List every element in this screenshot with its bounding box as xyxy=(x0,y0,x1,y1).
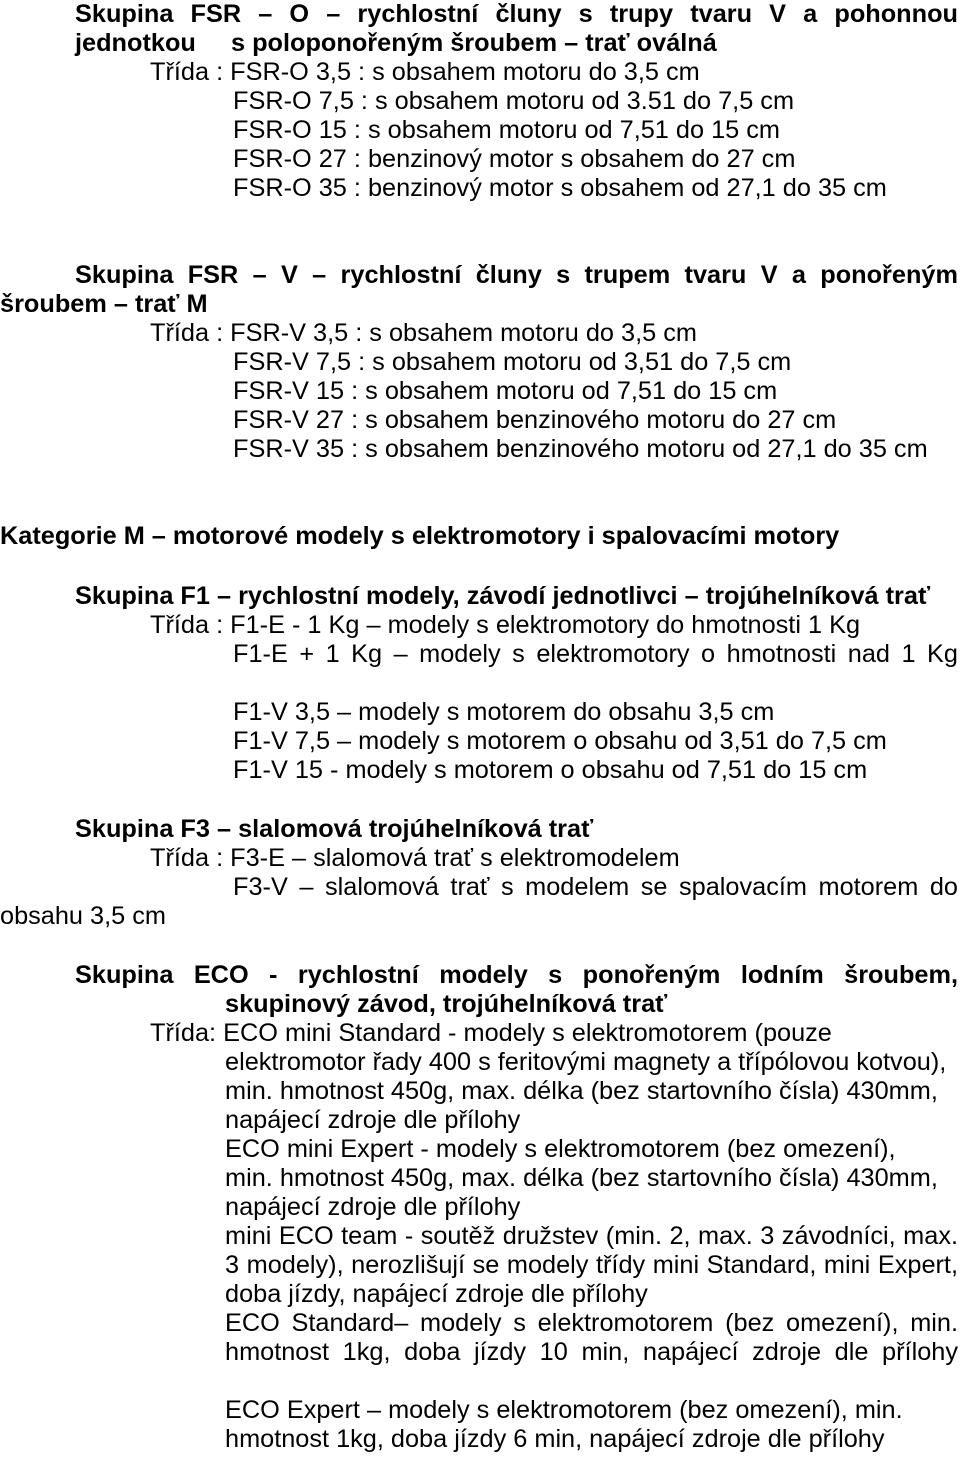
eco-class-line: hmotnost 1kg, doba jízdy 6 min, napájecí zdroje dle přílohy xyxy=(225,1425,885,1453)
fsr-o-class-line: Třída : FSR-O 3,5 : s obsahem motoru do 3,5 cm xyxy=(150,58,700,86)
eco-heading-line: Skupina ECO - rychlostní modely s ponořeným lodním šroubem, xyxy=(75,961,958,989)
eco-class-line: mini ECO team - soutěž družstev (min. 2, max. 3 závodníci, max. xyxy=(225,1222,958,1250)
eco-class-line: 3 modely), nerozlišují se modely třídy mini Standard, mini Expert, xyxy=(225,1251,958,1279)
eco-class-line: napájecí zdroje dle přílohy xyxy=(225,1106,521,1134)
category-m-title: Kategorie M – motorové modely s elektromotory i spalovacími motory xyxy=(0,522,840,550)
f3-class-line: Třída : F3-E – slalomová trať s elektromodelem xyxy=(150,844,680,872)
eco-class-line: min. hmotnost 450g, max. délka (bez startovního čísla) 430mm, xyxy=(225,1164,938,1192)
eco-class-line: doba jízdy, napájecí zdroje dle přílohy xyxy=(225,1280,648,1308)
fsr-v-class-line: FSR-V 7,5 : s obsahem motoru od 3,51 do 7,5 cm xyxy=(233,348,792,376)
f1-class-line: F1-V 15 - modely s motorem o obsahu od 7,51 do 15 cm xyxy=(233,756,868,784)
f1-class-line: F1-E + 1 Kg – modely s elektromotory o hmotnosti nad 1 Kg xyxy=(233,640,958,668)
fsr-o-class-line: FSR-O 15 : s obsahem motoru od 7,51 do 15 cm xyxy=(233,116,780,144)
f1-class-line: F1-V 3,5 – modely s motorem do obsahu 3,5 cm xyxy=(233,698,775,726)
fsr-v-heading-line: Skupina FSR – V – rychlostní čluny s trupem tvaru V a ponořeným xyxy=(75,261,958,289)
eco-class-line: hmotnost 1kg, doba jízdy 10 min, napájecí zdroje dle přílohy xyxy=(225,1338,958,1366)
eco-class-line: ECO Standard– modely s elektromotorem (bez omezení), min. xyxy=(225,1309,958,1337)
eco-class-line: elektromotor řady 400 s feritovými magnety a třípólovou kotvou), xyxy=(225,1048,947,1076)
fsr-v-class-line: FSR-V 35 : s obsahem benzinového motoru od 27,1 do 35 cm xyxy=(233,435,928,463)
f3-class-line: F3-V – slalomová trať s modelem se spalovacím motorem do xyxy=(233,873,958,901)
fsr-o-class-line: FSR-O 7,5 : s obsahem motoru od 3.51 do 7,5 cm xyxy=(233,87,795,115)
fsr-o-heading-line: Skupina FSR – O – rychlostní čluny s trupy tvaru V a pohonnou xyxy=(75,0,958,28)
fsr-v-class-line: Třída : FSR-V 3,5 : s obsahem motoru do 3,5 cm xyxy=(150,319,697,347)
fsr-v-heading-line: šroubem – trať M xyxy=(0,290,208,318)
fsr-v-class-line: FSR-V 15 : s obsahem motoru od 7,51 do 15 cm xyxy=(233,377,778,405)
f1-class-line: F1-V 7,5 – modely s motorem o obsahu od 3,51 do 7,5 cm xyxy=(233,727,887,755)
eco-class-line: napájecí zdroje dle přílohy xyxy=(225,1193,521,1221)
fsr-o-heading-line: jednotkou s poloponořeným šroubem – trať oválná xyxy=(75,29,717,57)
f3-class-line: obsahu 3,5 cm xyxy=(0,902,166,930)
eco-class-line: Třída: ECO mini Standard - modely s elektromotorem (pouze xyxy=(150,1019,832,1047)
f1-class-line: Třída : F1-E - 1 Kg – modely s elektromotory do hmotnosti 1 Kg xyxy=(150,611,861,639)
fsr-v-class-line: FSR-V 27 : s obsahem benzinového motoru do 27 cm xyxy=(233,406,837,434)
eco-heading-line: skupinový závod, trojúhelníková trať xyxy=(225,990,668,1018)
eco-class-line: min. hmotnost 450g, max. délka (bez startovního čísla) 430mm, xyxy=(225,1077,938,1105)
fsr-o-class-line: FSR-O 27 : benzinový motor s obsahem do 27 cm xyxy=(233,145,796,173)
f3-heading: Skupina F3 – slalomová trojúhelníková trať xyxy=(75,815,594,843)
fsr-o-class-line: FSR-O 35 : benzinový motor s obsahem od 27,1 do 35 cm xyxy=(233,174,887,202)
eco-class-line: ECO Expert – modely s elektromotorem (bez omezení), min. xyxy=(225,1396,903,1424)
f1-heading: Skupina F1 – rychlostní modely, závodí jednotlivci – trojúhelníková trať xyxy=(75,582,931,610)
eco-class-line: ECO mini Expert - modely s elektromotorem (bez omezení), xyxy=(225,1135,896,1163)
